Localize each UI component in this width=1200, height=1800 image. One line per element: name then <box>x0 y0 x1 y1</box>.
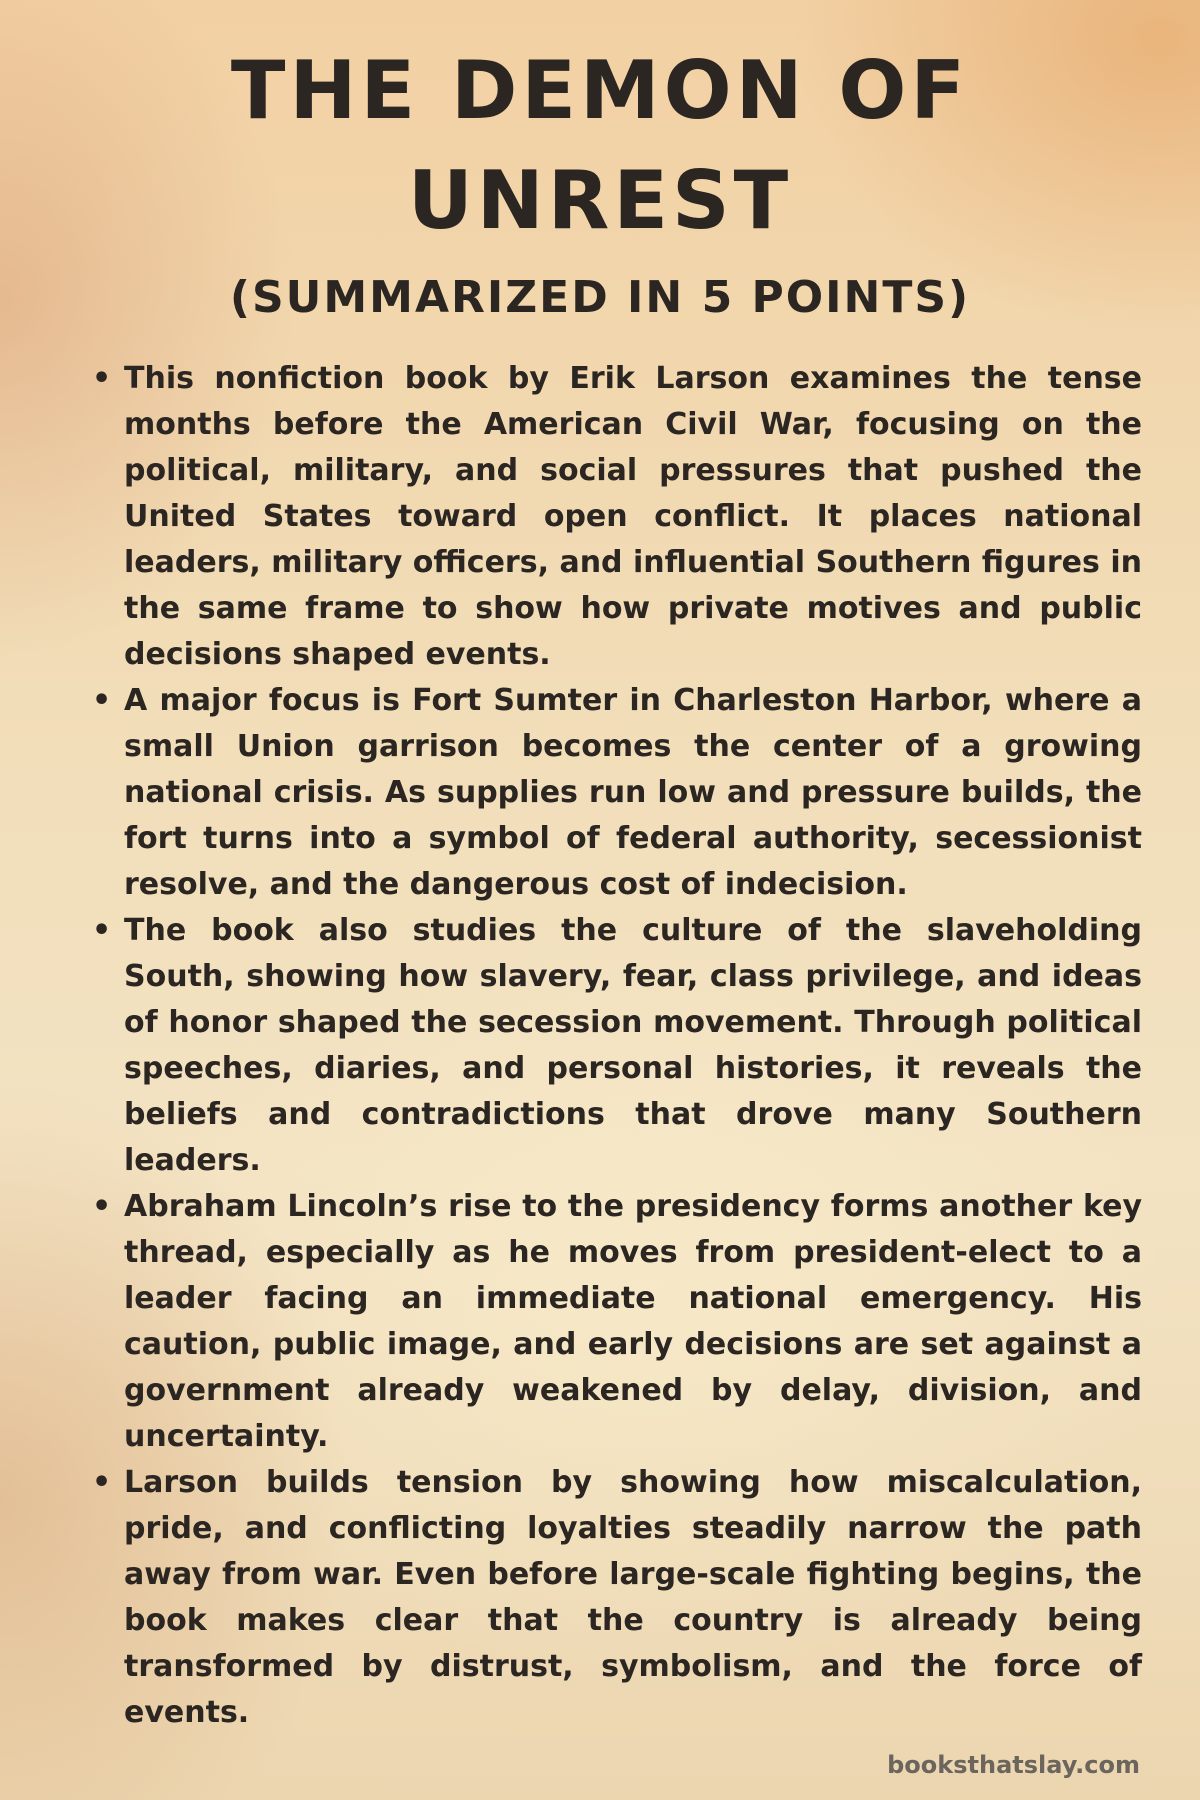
list-item <box>92 1184 1142 1460</box>
point-text: The book also studies the culture of the slaveholding South, showing how slavery, fear, class privilege, and ideas of honor shaped the secession movement. Through political speeches, diaries, and personal histories, it reveals the beliefs and contradictions that drove many Southern leaders. <box>124 913 1142 1178</box>
page-title: THE DEMON OF UNREST <box>230 44 970 247</box>
summary-points-list <box>92 356 1142 1736</box>
list-item <box>92 908 1142 1184</box>
list-item <box>92 678 1142 908</box>
point-text: Abraham Lincoln’s rise to the presidency forms another key thread, especially as he moves from president-elect to a leader facing an immediate national emergency. His caution, public image, and early decisions are set against a government already weakened by delay, division, and uncertainty. <box>124 1189 1142 1454</box>
point-text: This nonfiction book by Erik Larson examines the tense months before the American Civil War, focusing on the political, military, and social pressures that pushed the United States toward open conflict. It places national leaders, military officers, and influential Southern figures in the same frame to show how private motives and public decisions shaped events. <box>124 361 1142 672</box>
point-text: A major focus is Fort Sumter in Charleston Harbor, where a small Union garrison becomes the center of a growing national crisis. As supplies run low and pressure builds, the fort turns into a symbol of federal authority, secessionist resolve, and the dangerous cost of indecision. <box>124 683 1142 902</box>
bullet-icon: • <box>92 361 112 396</box>
point-text: Larson builds tension by showing how miscalculation, pride, and conflicting loyalties steadily narrow the path away from war. Even before large-scale fighting begins, the book makes clear that the country is already being transformed by distrust, symbolism, and the force of events. <box>124 1465 1142 1730</box>
bullet-icon: • <box>92 1465 112 1500</box>
list-item <box>92 356 1142 678</box>
website-credit: booksthatslay.com <box>887 1751 1140 1779</box>
list-item <box>92 1460 1142 1736</box>
bullet-icon: • <box>92 1189 112 1224</box>
page-subtitle: (SUMMARIZED IN 5 POINTS) <box>229 272 971 323</box>
bullet-icon: • <box>92 683 112 718</box>
bullet-icon: • <box>92 913 112 948</box>
